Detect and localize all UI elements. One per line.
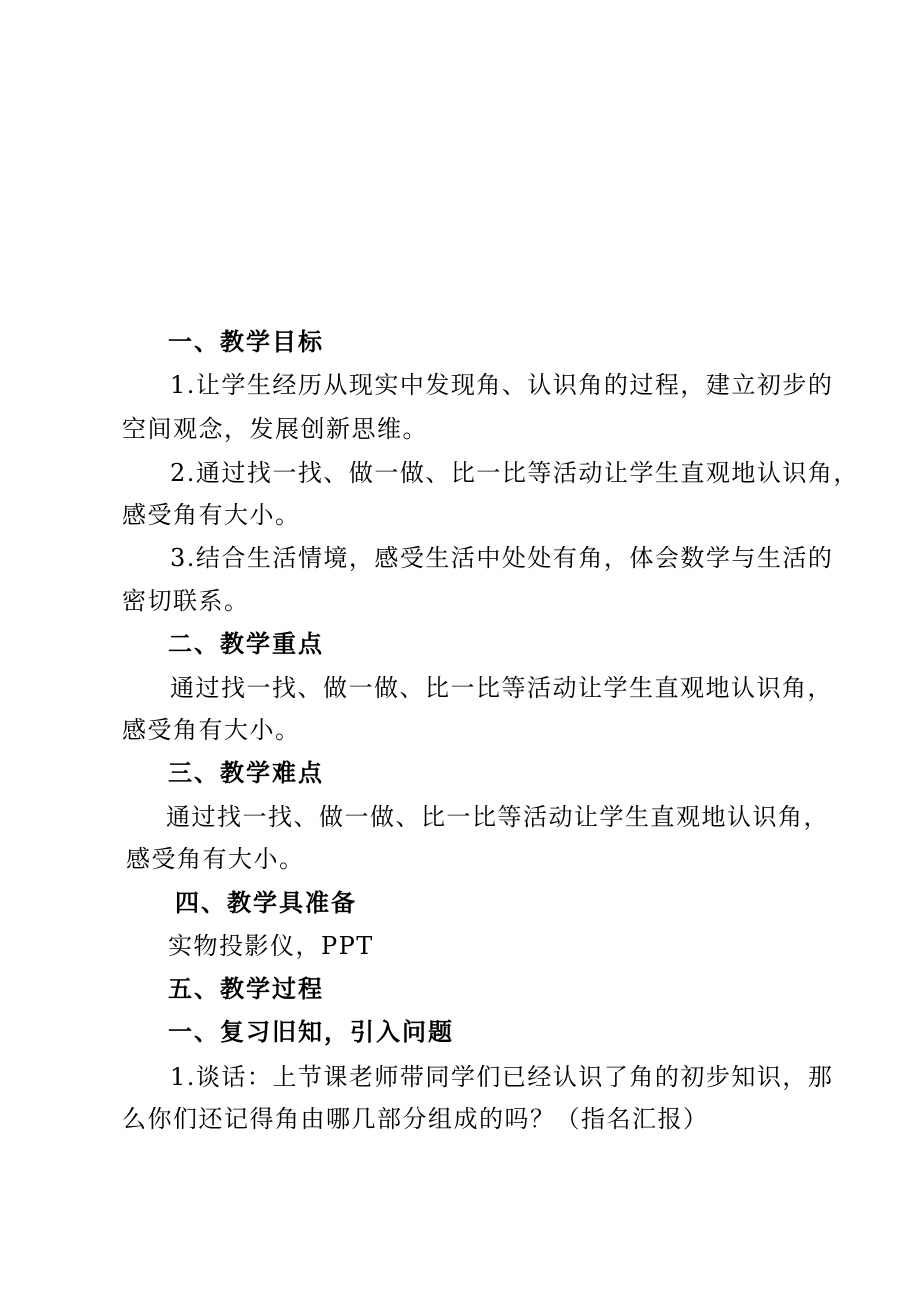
talk-line-1: 1.谈话：上节课老师带同学们已经认识了角的初步知识，那 <box>170 1063 834 1091</box>
objective-2-line-2: 感受角有大小。 <box>122 501 301 529</box>
objective-1-line-2: 空间观念，发展创新思维。 <box>122 415 428 443</box>
review-subheading: 一、复习旧知，引入问题 <box>168 1018 454 1046</box>
objective-3-line-2: 密切联系。 <box>122 587 250 615</box>
talk-line-2: 么你们还记得角由哪几部分组成的吗？（指名汇报） <box>122 1105 709 1133</box>
objective-3-line-1: 3.结合生活情境，感受生活中处处有角，体会数学与生活的 <box>170 544 834 572</box>
difficulties-line-1: 通过找一找、做一做、比一比等活动让学生直观地认识角， <box>166 803 829 831</box>
tools-heading: 四、教学具准备 <box>175 889 357 917</box>
key-points-line-1: 通过找一找、做一做、比一比等活动让学生直观地认识角， <box>170 674 833 702</box>
objective-1-line-1: 1.让学生经历从现实中发现角、认识角的过程，建立初步的 <box>170 371 834 399</box>
key-points-line-2: 感受角有大小。 <box>122 716 301 744</box>
key-points-heading: 二、教学重点 <box>168 630 324 658</box>
tools-text: 实物投影仪，PPT <box>168 932 374 960</box>
process-heading: 五、教学过程 <box>168 975 324 1003</box>
objective-2-line-1: 2.通过找一找、做一做、比一比等活动让学生直观地认识角， <box>170 459 859 487</box>
objectives-heading: 一、教学目标 <box>168 328 324 356</box>
difficulties-heading: 三、教学难点 <box>168 759 324 787</box>
difficulties-line-2: 感受角有大小。 <box>126 845 305 873</box>
